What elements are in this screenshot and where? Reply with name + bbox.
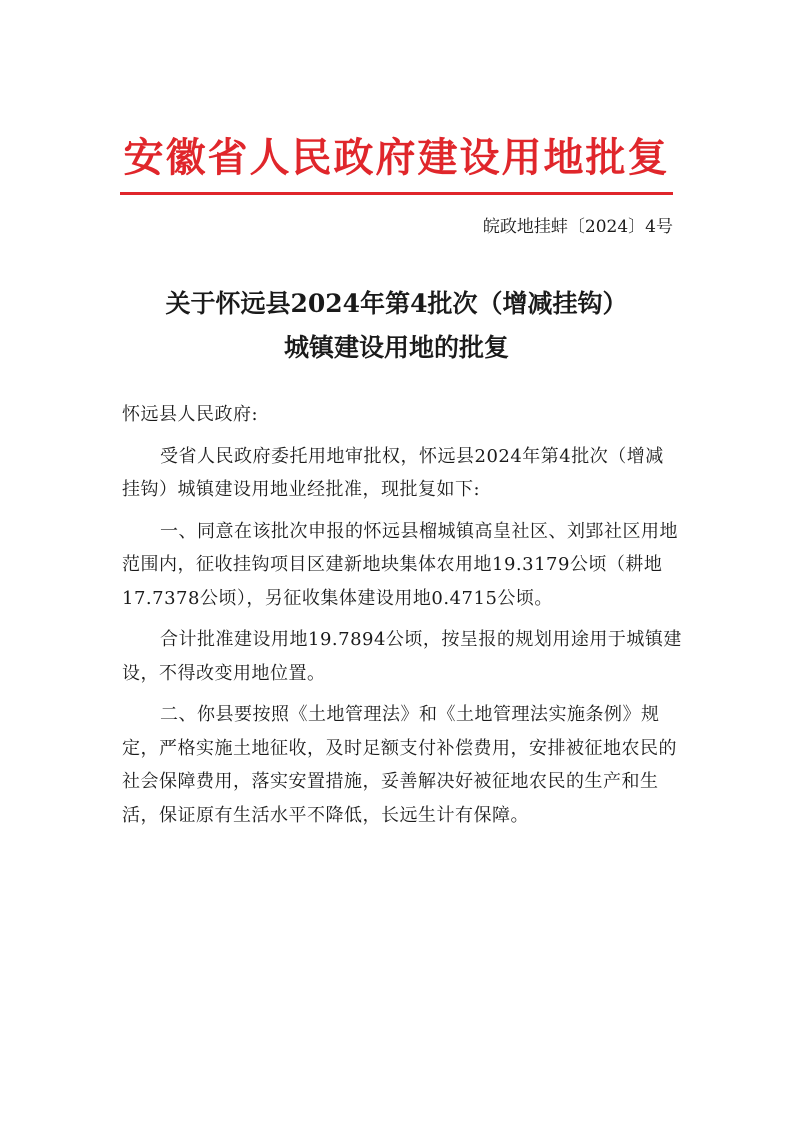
document-title-line: 关于怀远县2024年第4批次（增减挂钩） <box>165 289 628 318</box>
body-paragraph: 合计批准建设用地19.7894公顷，按呈报的规划用途用于城镇建设，不得改变用地位置。 <box>122 629 682 684</box>
body-paragraph: 一、同意在该批次申报的怀远县榴城镇高皇社区、刘郢社区用地范围内，征收挂钩项目区建新地块集体农用地19.3179公顷（耕地17.7378公顷），另征收集体建设用地0.4715公顷。 <box>122 520 678 609</box>
body-paragraph: 受省人民政府委托用地审批权，怀远县2024年第4批次（增减挂钩）城镇建设用地业经批准，现批复如下: <box>122 445 664 500</box>
document-header-title: 安徽省人民政府建设用地批复 <box>123 134 670 181</box>
body-paragraph: 二、你县要按照《土地管理法》和《土地管理法实施条例》规定，严格实施土地征收，及时足额支付补偿费用，安排被征地农民的社会保障费用，落实安置措施，妥善解决好被征地农民的生产和生活，保证原有生活水平不降低，长远生计有保障。 <box>122 704 677 826</box>
document-title-line: 城镇建设用地的批复 <box>283 333 509 362</box>
document-body <box>122 398 682 840</box>
document-number: 皖政地挂蚌〔2024〕4号 <box>482 217 673 237</box>
salutation: 怀远县人民政府: <box>122 404 259 425</box>
document-title <box>100 282 693 370</box>
header-red-rule <box>120 192 673 195</box>
